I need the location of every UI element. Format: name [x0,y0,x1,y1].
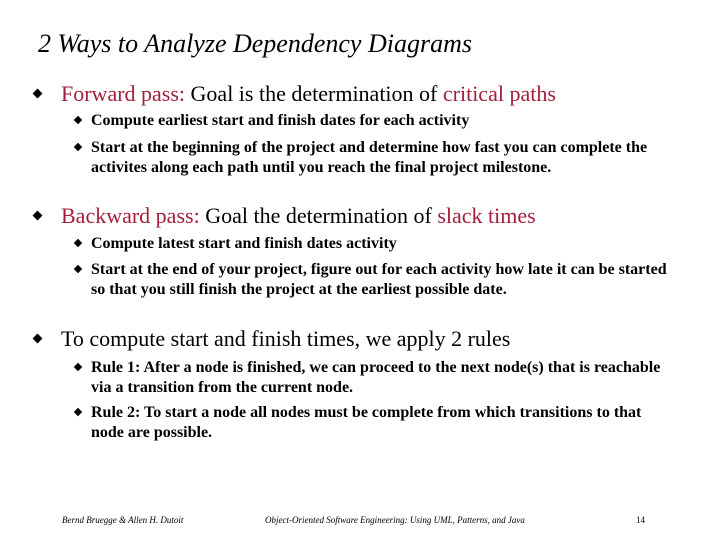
diamond-bullet-icon [74,116,82,124]
diamond-bullet-icon [33,334,43,344]
diamond-bullet-icon [33,211,43,221]
sub-bullet-text: Start at the beginning of the project and determine how fast you can complete the activites along each path until you reach the final project milestone. [91,139,648,176]
sub-bullet-text: Rule 2: To start a node all nodes must be complete from which transitions to that node are possible. [91,404,642,441]
sub-bullet-text: Compute latest start and finish dates activity [91,235,397,252]
footer-book-title: Object-Oriented Software Engineering: Using UML, Patterns, and Java [265,515,525,525]
slide-title: 2 Ways to Analyze Dependency Diagrams [38,29,472,58]
bullet-text [61,81,556,107]
sub-bullet-text: Start at the end of your project, figure out for each activity how late it can be started so that you still finish the project at the earliest possible date. [91,261,667,298]
diamond-bullet-icon [74,408,82,416]
term-slack-times: slack times [437,203,536,228]
sub-bullet-text: Compute earliest start and finish dates for each activity [91,112,470,129]
diamond-bullet-icon [74,239,82,247]
diamond-bullet-icon [74,265,82,273]
diamond-bullet-icon [74,363,82,371]
footer-page-number: 14 [636,515,645,525]
term-forward-pass: Forward pass: [61,81,186,106]
bullet-text: To compute start and finish times, we apply 2 rules [61,326,511,351]
bullet-body: Goal the determination of [199,203,438,228]
footer-authors: Bernd Bruegge & Allen H. Dutoit [62,515,184,525]
sub-bullet-text: Rule 1: After a node is finished, we can proceed to the next node(s) that is reachable via a transition from the current node. [91,359,661,396]
diamond-bullet-icon [33,89,43,99]
bullet-text [61,203,536,229]
term-backward-pass: Backward pass: [61,203,200,228]
diamond-bullet-icon [74,143,82,151]
term-critical-paths: critical paths [442,81,556,106]
bullet-body: Goal is the determination of [185,81,443,106]
